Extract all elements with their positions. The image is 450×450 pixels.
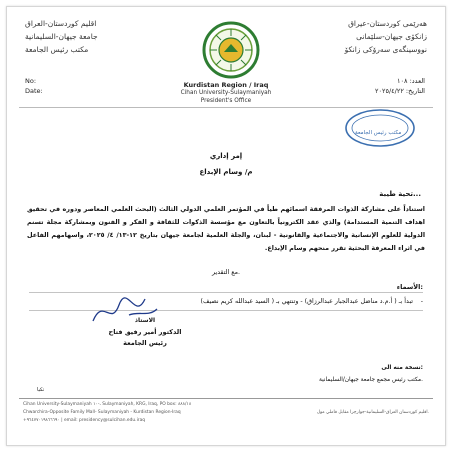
- closing-text: مع التقدير.: [211, 269, 241, 276]
- names-label: الأسماء:: [396, 283, 423, 291]
- copies-label: نسخة منه الى:: [381, 365, 423, 371]
- order-title: إمر إداري: [209, 152, 243, 160]
- signature-title: الاستاذ: [134, 317, 156, 324]
- header-left-line-2: جامعة جيهان-السليمانية: [25, 32, 98, 41]
- header-left-line-3: مكتب رئيس الجامعة: [25, 45, 89, 54]
- stamp-text: مكتب رئيس الجامعة: [355, 130, 402, 136]
- greeting: تحية طيبة...: [379, 190, 421, 198]
- document-number: العدد: ١٠٨: [397, 77, 425, 85]
- header-left-line-1: اقليم كوردستان-العراق: [25, 19, 97, 28]
- header-center-line-2: President's Office: [200, 98, 252, 104]
- footer-en-line-2: Chwarchira-Opposite Family Mall- Sulaymaniyah - Kurdistan Region-Iraq: [23, 410, 181, 415]
- signature-position: رئيس الجامعة: [123, 339, 167, 347]
- document-date: التاريخ: ٢٠٢٥/٤/٢٢: [375, 87, 425, 95]
- footer-en-line-1: Cihan University-Sulaymaniyah ١٠-، Sulaymaniyah, KRG, Iraq, PO box: ٨٨٨/١٨: [23, 402, 192, 407]
- english-date-label: Date:: [25, 87, 43, 95]
- body-paragraph: استناداً على مشاركة الذوات المرفقة اسمائهم طياً في المؤتمر العلمي الدولي الثالث (البحث العلمي المعاصر ودوره في تحقيق اهداف التنمية المستدامة) والذي عقد الكترونياً بالتعاون مع مؤسسة الذكوات للثقافة و الفكر و الفنون وبمشاركة مجلة تسنم الدولية للعلوم الإنسانية والاجتماعية والقانونية - لبنان، والجلة العلمية لجامعة جيهان بتاريخ ١٢-١٣/ ٤/ ٢٠٢٥، واسهامهم الفاعل في اثراء المعرفة البحثية تقرر منحهم وسام الإبداع.: [27, 205, 426, 252]
- names-dash: -: [420, 298, 423, 305]
- english-number-label: No:: [25, 77, 37, 85]
- names-line: تبدأ بـ ( أ.م.د مناضل عبدالجبار عبدالرزاق) - وتنتهي بـ ( السيد عبدالله كريم نصيف): [200, 298, 413, 305]
- copies-item-2: تكيا: [37, 387, 45, 393]
- university-logo: [202, 21, 260, 79]
- signature-scrawl: [89, 291, 161, 331]
- letter-page: [6, 6, 446, 446]
- header-center-line-1: Cihan University-Sulaymaniyah: [180, 90, 272, 96]
- footer-en-line-3: +٩٦٤٧٧٠١٩٨٦٦٦٩٠ | email: presidency@sulcihan.edu.iraq: [23, 418, 146, 423]
- footer-ar-line: اقليم كوردستان العراق-السليمانية-جوارچرا مقابل فاملي مول.: [316, 410, 429, 415]
- order-subject: م/ وسام الإبداع: [199, 168, 253, 176]
- footer-divider: [19, 398, 433, 399]
- header-right-line-2: زانکۆی جیهان-سلێمانی: [356, 32, 427, 41]
- header-right-line-3: نووسینگەی سەرۆکی زانکۆ: [344, 45, 427, 54]
- signature-name: الدكتور أمير رفيق فتاح: [108, 328, 182, 336]
- header-right-line-1: هەرێمی کوردستان-عیراق: [348, 19, 427, 28]
- header-center-title: Kurdistan Region / Iraq: [183, 81, 269, 89]
- copies-item-1: مكتب رئيس مجمع جامعة جيهان/السليمانية.: [319, 377, 423, 383]
- office-stamp: [343, 107, 417, 149]
